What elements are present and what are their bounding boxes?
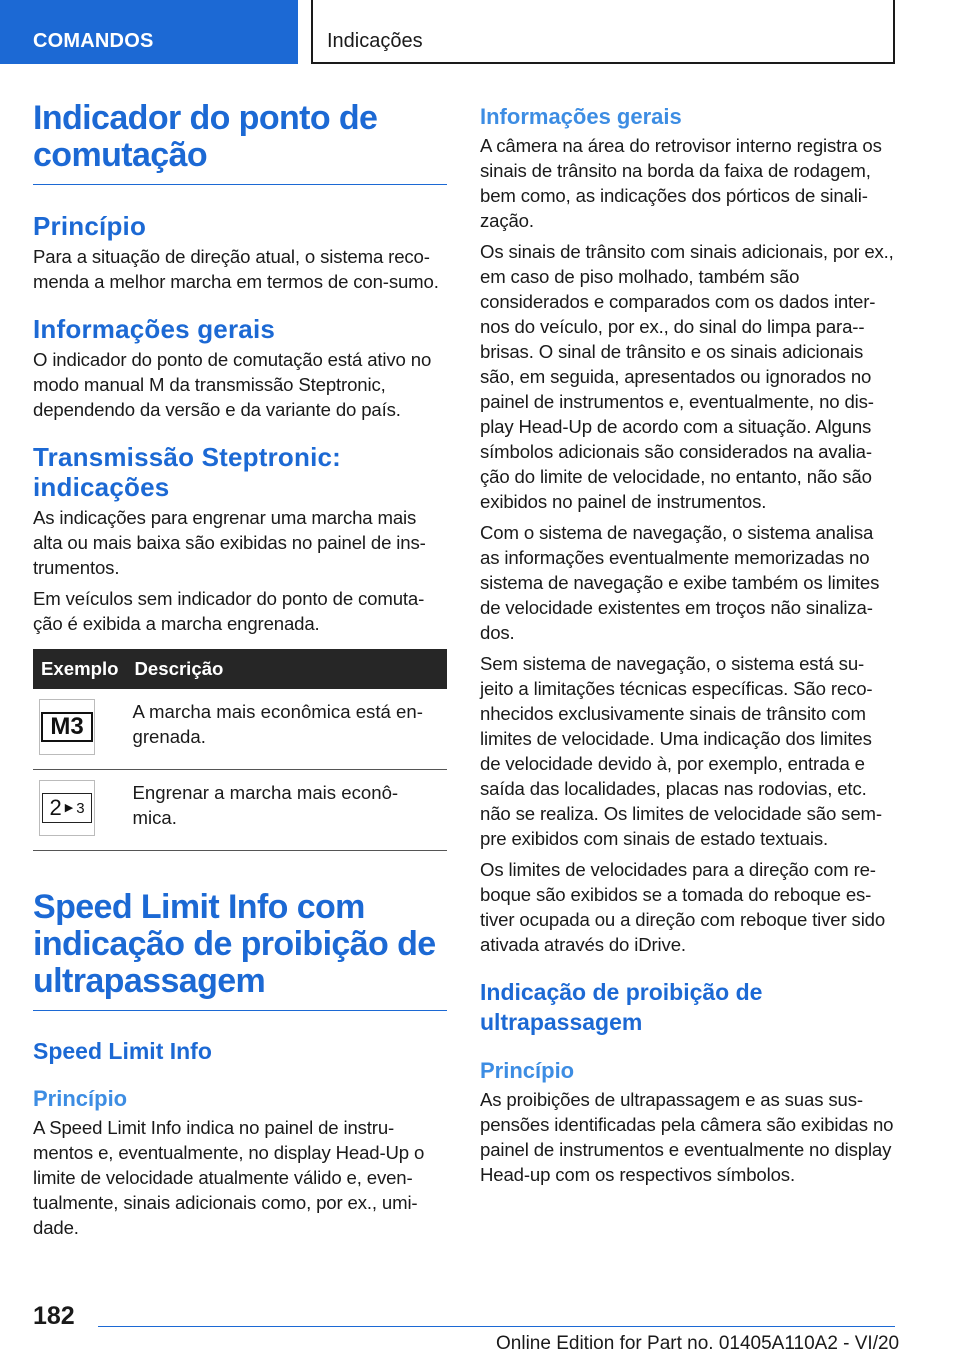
- footer-divider: [98, 1326, 895, 1327]
- heading-speed-limit-info: Speed Limit Info: [33, 1038, 212, 1064]
- chapter-title-shift-indicator: Indicador do ponto de comutação: [33, 100, 447, 185]
- right-paragraph-1: A câmera na área do retrovisor interno registra os sinais de trânsito na borda da faixa de rodagem, bem como, as indicações dos pórticos de sinali-zação.: [480, 135, 882, 231]
- gear-symbol-text: M3: [50, 713, 84, 740]
- heading-transmissao: Transmissão Steptronic: indicações: [33, 442, 342, 502]
- overtake-principio-text: As proibições de ultrapassagem e as suas sus-pensões identificadas pela câmera são exibidas no painel de instrumentos e eventualmente no display Head-up com os respectivos símbolos.: [480, 1089, 894, 1185]
- section-tab: COMANDOS: [0, 0, 298, 64]
- table-header-description: Descrição: [127, 649, 448, 689]
- table-header-example: Exemplo: [33, 649, 127, 689]
- right-column: [480, 100, 896, 1187]
- table-cell-description: Engrenar a marcha mais econô-mica.: [127, 770, 448, 851]
- gear-m3-icon: [39, 699, 95, 755]
- heading-overtake-indication: Indicação de proibição de ultrapassagem: [480, 979, 763, 1035]
- heading-sli-principio: Princípio: [33, 1086, 128, 1111]
- gear-from-text: 2: [49, 795, 62, 820]
- shift-up-icon: [39, 780, 95, 836]
- left-column: [33, 100, 447, 1240]
- heading-informacoes-gerais: Informações gerais: [33, 314, 276, 344]
- table-row: [33, 689, 447, 770]
- right-paragraph-4: Sem sistema de navegação, o sistema está su-jeito a limitações técnicas específicas. São reco-nhecidos exclusivamente sinais de trânsito com limites de velocidade. Uma indicação dos limites de velocidade devido à, por exemplo, entrada e saída das localidades, placas nas rodovias, etc. não se realiza. Os limites de velocidade são sem-pre exibidos com sinais de estado textuais.: [480, 653, 882, 849]
- subsection-tab: Indicações: [311, 0, 895, 64]
- page-number: 182: [33, 1302, 75, 1330]
- table-cell-description: A marcha mais econômica está en-grenada.: [127, 689, 448, 770]
- trans-text-2: Em veículos sem indicador do ponto de comuta-ção é exibida a marcha engrenada.: [33, 588, 425, 634]
- heading-overtake-principio: Princípio: [480, 1058, 575, 1083]
- right-paragraph-2: Os sinais de trânsito com sinais adicionais, por ex., em caso de piso molhado, também são considerados e comparados com os dados inter-nos do veículo, por ex., do sinal do limpa para--brisas. O sinal de trânsito e os sinais adicionais são, em seguida, apresentados ou ignorados no painel de instrumentos e, eventualmente, no dis-play Head-Up de acordo com a situação. Alguns símbolos adicionais são considerados na avalia-ção do limite de velocidade, no entanto, não são exibidos no painel de instrumentos.: [480, 241, 894, 512]
- arrow-right-icon: ▶: [64, 801, 74, 814]
- footer-edition: Online Edition for Part no. 01405A110A2 - VI/20: [496, 1333, 900, 1354]
- info-text: O indicador do ponto de comutação está ativo no modo manual M da transmissão Steptronic, dependendo da versão e da variante do país.: [33, 349, 432, 420]
- page-header: [0, 0, 960, 66]
- principio-text: Para a situação de direção atual, o sistema reco-menda a melhor marcha em termos de con-sumo.: [33, 246, 439, 292]
- gear-to-text: 3: [76, 799, 85, 817]
- right-paragraph-3: Com o sistema de navegação, o sistema analisa as informações eventualmente memorizadas no sistema de navegação e exibe também os limites de velocidade existentes em troços não sinaliza-dos.: [480, 522, 880, 643]
- right-paragraph-5: Os limites de velocidades para a direção com re-boque são exibidos se a tomada do reboque es-tiver ocupada ou a direção com reboque tiver sido ativada através do iDrive.: [480, 859, 886, 955]
- chapter-title-speed-limit: Speed Limit Info com indicação de proibição de ultrapassagem: [33, 889, 447, 1011]
- trans-text-1: As indicações para engrenar uma marcha mais alta ou mais baixa são exibidas no painel de ins-trumentos.: [33, 507, 426, 578]
- heading-right-informacoes-gerais: Informações gerais: [480, 104, 682, 129]
- table-row: [33, 770, 447, 851]
- sli-principio-text: A Speed Limit Info indica no painel de instru-mentos e, eventualmente, no display Head-Up o limite de velocidade atualmente válido e, even-tualmente, sinais adicionais como, por ex., umi-dade.: [33, 1117, 425, 1238]
- heading-principio: Princípio: [33, 211, 147, 241]
- examples-table: [33, 649, 447, 851]
